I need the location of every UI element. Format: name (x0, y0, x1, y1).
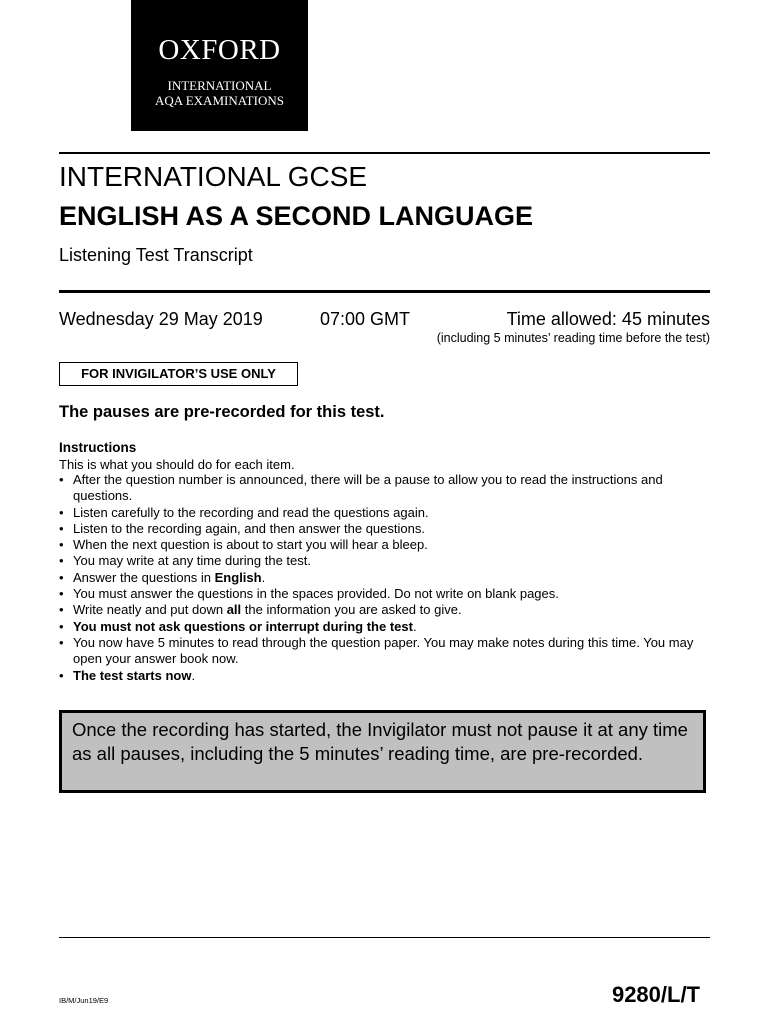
instruction-text: Write neatly and put down (73, 602, 227, 618)
oxford-aqa-logo (131, 0, 308, 131)
instruction-item: • Listen carefully to the recording and read the questions again. (59, 505, 709, 521)
instruction-item (59, 570, 709, 586)
subject-title: ENGLISH AS A SECOND LANGUAGE (59, 201, 534, 231)
instruction-item: • Listen to the recording again, and then answer the questions. (59, 521, 709, 537)
time-allowed-note: (including 5 minutes’ reading time before the test) (436, 331, 710, 345)
instruction-emphasis: The test starts now (73, 667, 192, 683)
instruction-text: . (412, 618, 417, 634)
instruction-item (59, 619, 709, 635)
time-allowed: Time allowed: 45 minutes (506, 309, 710, 329)
invigilator-notice: Once the recording has started, the Invigilator must not pause it at any time as all pauses, including the 5 minutes’ reading time, are pre-recorded. (59, 710, 706, 793)
logo-subtitle (131, 78, 308, 108)
invigilator-use-box: FOR INVIGILATOR’S USE ONLY (59, 362, 298, 386)
paper-reference: IB/M/Jun19/E9 (59, 996, 109, 1005)
instruction-item: • You may write at any time during the test. (59, 553, 709, 569)
logo-line-aqa: AQA EXAMINATIONS (155, 93, 284, 108)
instruction-emphasis: English (214, 569, 262, 585)
instruction-text: . (261, 569, 266, 585)
instruction-text: the information you are asked to give. (241, 602, 462, 618)
instruction-item: • You must answer the questions in the spaces provided. Do not write on blank pages. (59, 586, 709, 602)
instruction-item: • You now have 5 minutes to read through the question paper. You may make notes during this time. You may open your answer book now. (59, 635, 709, 668)
divider-thick (59, 290, 710, 293)
logo-line-international: INTERNATIONAL (167, 78, 272, 93)
paper-code: 9280/L/T (611, 982, 700, 1007)
divider-bottom (59, 937, 710, 938)
paper-subtitle: Listening Test Transcript (59, 245, 253, 265)
exam-time: 07:00 GMT (320, 309, 411, 329)
instruction-item: • When the next question is about to start you will hear a bleep. (59, 537, 709, 553)
exam-date: Wednesday 29 May 2019 (59, 309, 263, 329)
instruction-emphasis: You must not ask questions or interrupt during the test (73, 618, 413, 634)
instruction-item (59, 602, 709, 618)
instruction-emphasis: all (226, 602, 242, 618)
instructions-heading: Instructions (59, 440, 137, 455)
divider-top (59, 152, 710, 154)
instruction-item (59, 668, 709, 684)
qualification-title: INTERNATIONAL GCSE (59, 161, 368, 192)
instructions-list (59, 472, 709, 684)
instruction-text: Answer the questions in (73, 569, 215, 585)
instruction-item: • After the question number is announced, there will be a pause to allow you to read the instructions and questions. (59, 472, 709, 505)
instructions-intro: This is what you should do for each item. (59, 457, 295, 472)
pauses-note: The pauses are pre-recorded for this test. (59, 403, 385, 421)
logo-oxford: OXFORD (158, 34, 281, 66)
instruction-text: . (191, 667, 196, 683)
